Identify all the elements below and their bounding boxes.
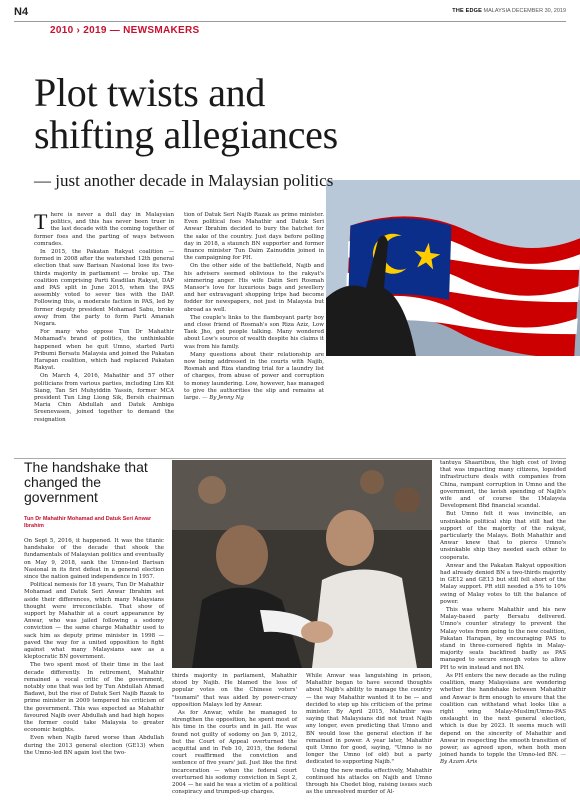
story-paragraph: While Anwar was languishing in prison, Mahathir began to have second thoughts about Najib's ability to manage the country — the way Mahathir wanted it to be — and decided to step up his criticism of the prime minister. By April 2015, Mahathir was saying that Malaysians did not trust Najib any longer, even predicting that Umno and BN would lose the general election if he remained in power. A year later, Mahathir quit Umno for good, saying, "Umno is no longer the Umno (of old) but a party dedicated to supporting Najib."	[306, 673, 432, 766]
publication-suffix: MALAYSIA	[483, 8, 511, 14]
story-column-4	[440, 460, 566, 768]
intro-column-2	[184, 212, 324, 403]
malaysian-flag-illustration	[326, 180, 580, 356]
intro-paragraph: For many who oppose Tun Dr Mahathir Mohamad's brand of politics, the unthinkable happened when he quit Umno, started Parti Pribumi Bersatu Malaysia and joined the Pakatan Harapan coalition, which had replaced Pakatan Rakyat.	[34, 329, 174, 372]
photo-caption: Tun Dr Mahathir Mohamad and Datuk Seri Anwar Ibrahim	[24, 516, 152, 529]
handshake-photo	[172, 460, 432, 668]
intro-paragraph	[184, 352, 324, 402]
publication-masthead	[452, 8, 566, 14]
intro-paragraph-text: here is never a dull day in Malaysian politics, and this has never been truer in the last decade with the coming together of former foes and the parting of ways between comrades.	[34, 212, 174, 247]
page-folio: N4	[14, 6, 29, 18]
story-column-2	[172, 673, 297, 797]
intro-paragraph: On March 4, 2016, Mahathir and 57 other politicians from various parties, including Lim Kit Siang, Tan Sri Muhyiddin Yassin, former MCA president Tun Ling Liong Sik, Bersih chairman Maria Chin Abdullah and Datuk Ambiga Sreenevasen, joined together to demand the resignation	[34, 373, 174, 423]
header-rule	[14, 21, 566, 22]
story-paragraph: Anwar and the Pakatan Rakyat opposition had already denied BN a two-thirds majority in GE12 and GE13 but still fell short of the Malay support. PR still needed a 5% to 10% swing of Malay votes to tilt the balance of power.	[440, 562, 566, 605]
story-byline: — By Azam Aris	[440, 752, 566, 766]
intro-paragraph-text: Many questions about their relationship are now being addressed in the courts with Najib, Rosmah and Riza standing trial for a laundry list of charges, from abuse of power and corruption to money laundering. Low, however, has managed to give the authorities the slip and remains at large.	[184, 351, 324, 402]
page-deck: — just another decade in Malaysian politics	[34, 171, 334, 190]
flag-photo	[326, 180, 580, 356]
story-headline: The handshake that changed the government	[24, 459, 148, 505]
section-kicker: 2010 › 2019 — NEWSMAKERS	[50, 25, 200, 36]
story-paragraph: Even when Najib fared worse than Abdullah during the 2013 general election (GE13) when the Umno-led BN again lost the two-	[24, 735, 164, 756]
intro-paragraph: tion of Datuk Seri Najib Razak as prime minister. Even political foes Mahathir and Datuk Seri Anwar Ibrahim decided to bury the hatchet for the sake of the country. Just days before polling day in 2018, a staunch BN supporter and former finance minister Tun Daim Zainuddin joined in the campaigning for PH.	[184, 212, 324, 262]
story-column-3	[306, 673, 432, 797]
story-paragraph: Political nemesis for 18 years, Tun Dr Mahathir Mohamad and Datuk Seri Anwar Ibrahim set aside their differences, which many Malaysians thought were irreconcilable. That show of support by Mahathir at a court appearance by Anwar, who was jailed following a sodomy conviction — the same charge Mahathir used to sack him as deputy prime minister in 1998 — paved the way for a united opposition to fight against what many Malaysians saw as a kleptocratic BN government.	[24, 582, 164, 661]
page-headline: Plot twists and shifting allegiances	[34, 70, 338, 157]
intro-paragraph: In 2015, the Pakatan Rakyat coalition — formed in 2008 after the watershed 12th general election that saw Barisan Nasional lose its two-thirds majority in parliament — broke up. The coalition comprising Parti Keadilan Rakyat, DAP and PAS split in June 2015, when the PAS assembly voted to sever ties with the DAP. Following this, a moderate faction in PAS, led by former deputy president Mohamad Sabu, broke away from the party to form Parti Amanah Negara.	[34, 249, 174, 328]
intro-byline: — By Jenny Ng	[201, 395, 244, 402]
story-paragraph: On Sept 5, 2016, it happened. It was the titanic handshake of the decade that shook the fundamentals of Malaysian politics and eventually on May 9, 2018, sank the Umno-led Barisan Nasional in its first defeat in a general election since the nation gained independence in 1957.	[24, 538, 164, 581]
intro-paragraph: The couple's links to the flamboyant party boy and close friend of Rosmah's son Riza Aziz, Low Taek Jho, got people talking. Many wondered about Low's source of wealth despite his claims it was from his family.	[184, 314, 324, 350]
story-paragraph: Using the new media effectively, Mahathir continued his attacks on Najib and Umno through his Chedet blog, raising issues such as the unresolved murder of Al-	[306, 767, 432, 796]
story-paragraph	[440, 673, 566, 767]
story-paragraph: The two spent most of their time in the last decade differently. In retirement, Mahathir remained a vocal critic of the government, notably one that was led by Tun Abdullah Ahmad Badawi, but the rise of Datuk Seri Najib Razak to prime minister in 2009 tempered his criticism of the government. This was expected as Mahathir favoured Najib over Abdullah and had high hopes the former could take Malaysia to greater economic heights.	[24, 662, 164, 734]
handshake-illustration	[172, 460, 432, 668]
intro-paragraph: On the other side of the battlefield, Najib and his advisers seemed oblivious to the rakyat's simmering anger. His wife Datin Seri Rosmah Mansor's love for luxurious bags and jewellery and her extravagant shopping trips had become fodder for newspapers, not just in Malaysia but abroad as well.	[184, 263, 324, 313]
story-paragraph: As for Anwar, while he managed to strengthen the opposition, he spent most of his time in the courts and in jail. He was found not guilty of sodomy on Jan 9, 2012, but the Court of Appeal overturned the acquittal and in Feb 10, 2015, the federal court reaffirmed the conviction and sentence of five years' jail. Just like the first incarceration — when the federal court overturned his sodomy conviction in Sept 2, 2004 — he said he was a victim of a political conspiracy and trumped-up charges.	[172, 710, 297, 796]
story-paragraph-text: As PH enters the new decade as the ruling coalition, many Malaysians are wondering whether the handshake between Mahathir and Anwar is firm enough to ensure that the coalition can withstand what looks like a right wing Malay-Muslim/Umno-PAS onslaught in the next general election, which is due by 2023. It seems much will depend on the sincerity of Mahathir and Anwar in respecting the smooth transition of power, as agreed upon, when both men joined hands to topple the Umno-led BN.	[440, 672, 566, 759]
story-paragraph: This was where Mahathir and his new Malay-based party Bersatu delivered. Umno's counter strategy to prevent the Malay votes from going to the new coalition, Pakatan Harapan, by encouraging PAS to stand in three-cornered fights in Malay-majority seats backfired badly as PAS managed to secure enough votes to allow PH to win instead and not BN.	[440, 607, 566, 671]
story-column-1	[24, 538, 164, 758]
intro-paragraph	[34, 209, 174, 248]
story-paragraph: tantuya Shaariibuu, the high cost of living that was impacting many citizens, lopsided infrastructure deals with companies from China, rampant corruption in Umno and the government, the lavish spending of Najib's wife and of course the 1Malaysia Development Bhd financial scandal.	[440, 460, 566, 510]
story-paragraph: thirds majority in parliament, Mahathir stood by Najib. He blamed the loss of popular votes on the Chinese voters' "tsunami" that was aided by power-crazy opposition Malays led by Anwar.	[172, 673, 297, 708]
publication-name: THE EDGE	[452, 8, 483, 14]
drop-cap: T	[34, 209, 48, 234]
story-paragraph: But Umno felt it was invincible, an unsinkable political ship that still had the support of the majority of the rakyat, particularly the Malays. Both Mahathir and Anwar knew that to pierce Umno's unsinkable ship they needed each other to cooperate.	[440, 511, 566, 561]
intro-column-1	[34, 209, 174, 425]
publication-date: DECEMBER 30, 2019	[511, 8, 566, 14]
